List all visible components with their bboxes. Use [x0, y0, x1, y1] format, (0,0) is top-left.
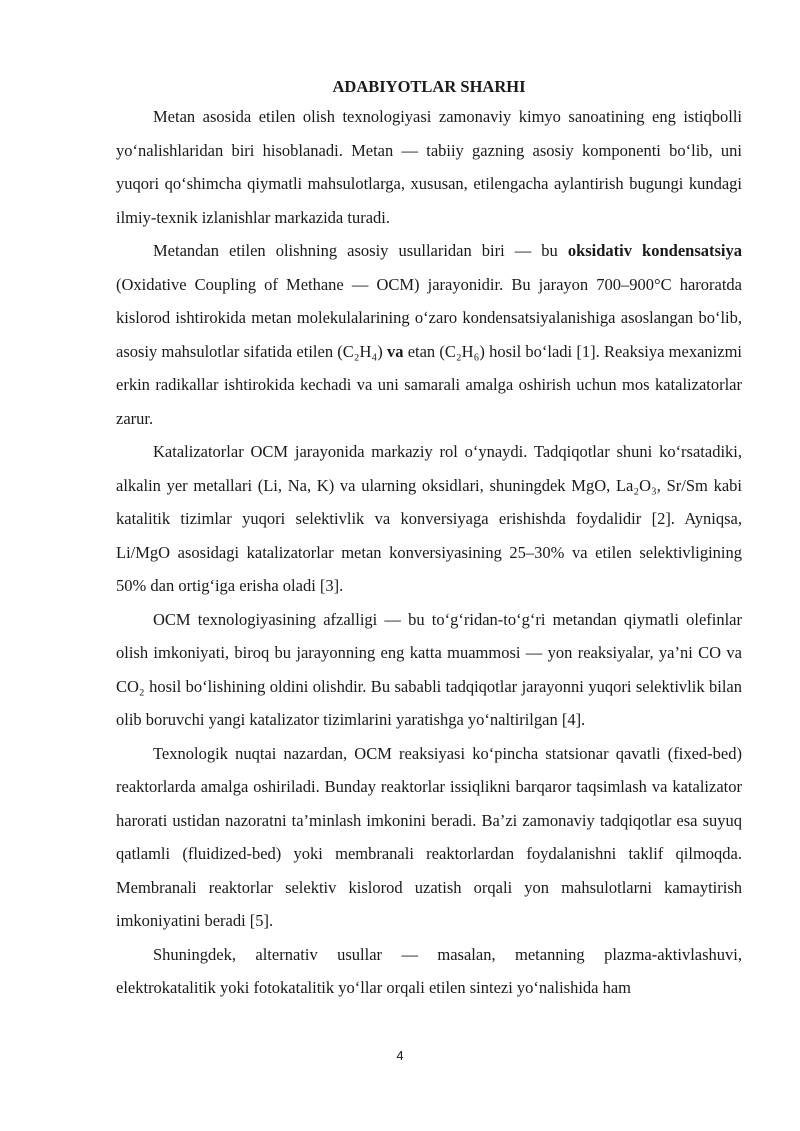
page-number: 4: [396, 1048, 404, 1063]
bold-conjunction: va: [386, 341, 404, 361]
paragraph-advantages: [116, 603, 742, 737]
bold-term-ocm: oksidativ kondensatsiya: [567, 241, 743, 260]
paragraph-ocm-method: [116, 234, 742, 435]
paragraph-text: Metandan etilen olishning asosiy usullaridan biri — bu: [153, 241, 568, 260]
paragraph-text: Metan asosida etilen olish texnologiyasi zamonaviy kimyo sanoatining eng istiqbolli yo‘nalishlaridan biri hisoblanadi. Metan — tabiiy gazning asosiy komponenti bo‘lib, uni yuqori qo‘shimcha qiymatli mahsulotlarga, xususan, etilengacha aylantirish bugungi kundagi ilmiy-texnik izlanishlar markazida turadi.: [116, 107, 742, 227]
paragraph-reactors: [116, 737, 742, 938]
paragraph-catalysts: [116, 435, 742, 603]
document-title: ADABIYOTLAR SHARHI: [332, 77, 526, 96]
paragraph-text: etan (C₂H₆) hosil bo‘ladi [1]. Reaksiya mexanizmi erkin radikallar ishtirokida kechadi va uni samarali amalga oshirish uchun mos katalizatorlar zarur.: [116, 341, 742, 428]
paragraph-text: Texnologik nuqtai nazardan, OCM reaksiyasi ko‘pincha statsionar qavatli (fixed-bed) reaktorlarda amalga oshiriladi. Bunday reaktorlar issiqlikni barqaror taqsimlash va katalizator harorati ustidan nazoratni ta’minlash imkonini beradi. Ba’zi zamonaviy tadqiqotlar esa suyuq qatlamli (fluidized-bed) yoki membranali reaktorlardan foydalanishni taklif qilmoqda. Membranali reaktorlar selektiv kislorod uzatish orqali yon mahsulotlarni kamaytirish imkoniyatini beradi [5].: [116, 743, 742, 930]
paragraph-text: Katalizatorlar OCM jarayonida markaziy rol o‘ynaydi. Tadqiqotlar shuni ko‘rsatadiki, alkalin yer metallari (Li, Na, K) va ularning oksidlari, shuningdek MgO, La₂O₃, Sr/Sm kabi katalitik tizimlar yuqori selektivlik va konversiyaga erishishda foydalidir [2]. Ayniqsa, Li/MgO asosidagi katalizatorlar metan konversiyasining 25–30% va etilen selektivligining 50% dan ortig‘iga erisha oladi [3].: [116, 442, 742, 595]
paragraph-alternatives: [116, 938, 742, 1005]
paragraph-intro: [116, 100, 742, 234]
paragraph-text: Shuningdek, alternativ usullar — masalan, metanning plazma-aktivlashuvi, elektrokatalitik yoki fotokatalitik yo‘llar orqali etilen sintezi yo‘nalishida ham: [116, 944, 742, 997]
document-page: [116, 76, 742, 1005]
paragraph-text: (Oxidative Coupling of Methane — OCM) jarayonidir. Bu jarayon 700–900°C haroratda kislorod ishtirokida metan molekulalarining o‘zaro kondensatsiyalanishiga asoslangan bo‘lib, asosiy mahsulotlar sifatida etilen (C₂H₄): [116, 274, 742, 361]
paragraph-text: OCM texnologiyasining afzalligi — bu to‘g‘ridan-to‘g‘ri metandan qiymatli olefinlar olish imkoniyati, biroq bu jarayonning eng katta muammosi — yon reaksiyalar, ya’ni CO va CO₂ hosil bo‘lishining oldini olishdir. Bu sababli tadqiqotlar jarayonni yuqori selektivlik bilan olib boruvchi yangi katalizator tizimlarini yaratishga yo‘naltirilgan [4].: [116, 609, 742, 729]
